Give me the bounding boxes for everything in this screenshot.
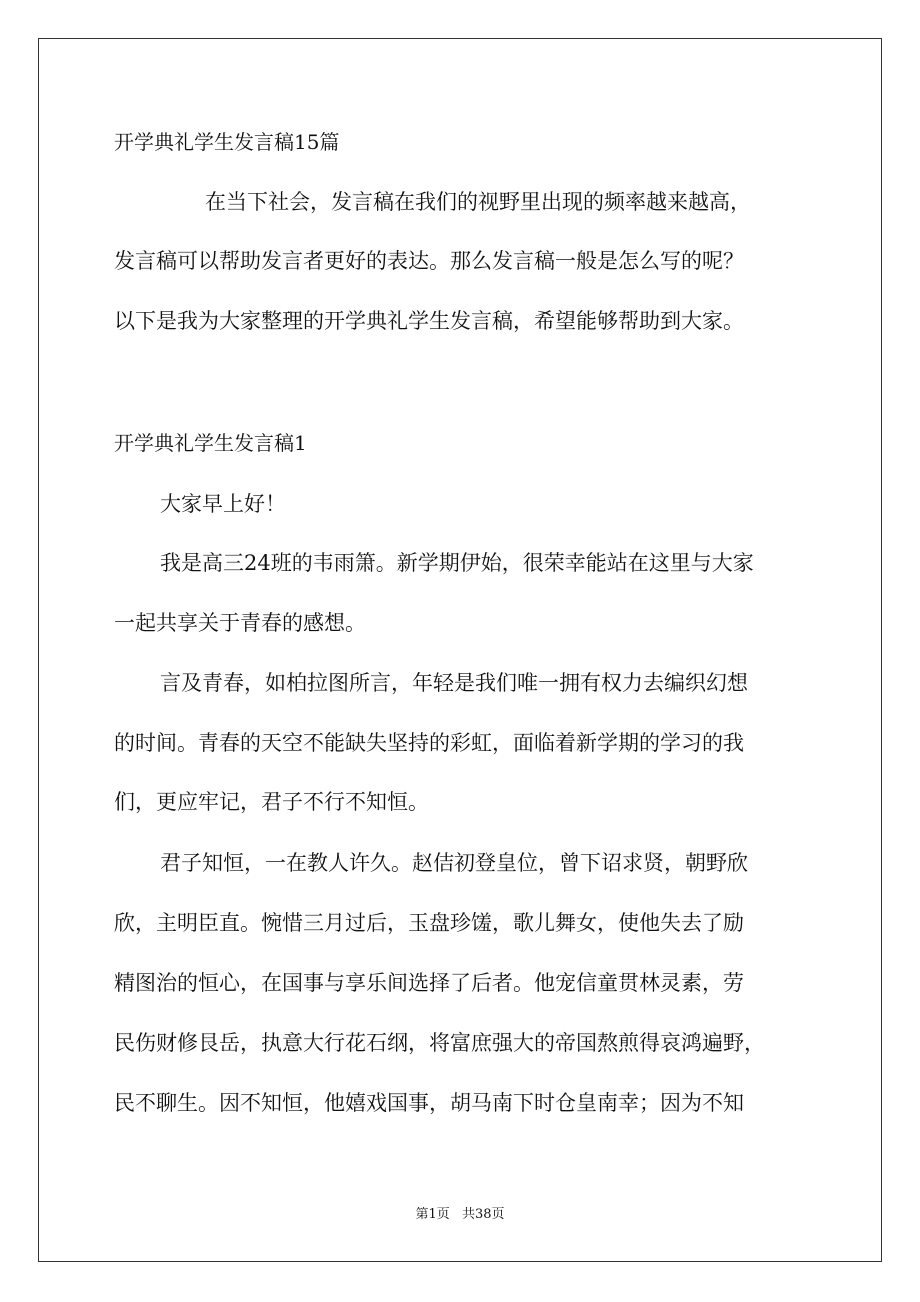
document-title: 开学典礼学生发言稿15篇 — [114, 130, 340, 154]
para2-line-2: 的时间。青春的天空不能缺失坚持的彩虹，面临着新学期的学习的我 — [114, 731, 744, 755]
para1-line-1: 我是高三24班的韦雨箫。新学期伊始，很荣幸能站在这里与大家 — [160, 551, 754, 575]
page-total: 共38页 — [461, 1207, 505, 1222]
para3-line-1: 君子知恒，一在教人许久。赵佶初登皇位，曾下诏求贤，朝野欣 — [160, 851, 748, 875]
para2-line-1: 言及青春，如柏拉图所言，年轻是我们唯一拥有权力去编织幻想 — [160, 671, 748, 695]
para3-line-5: 民不聊生。因不知恒，他嬉戏国事，胡马南下时仓皇南幸；因为不知 — [114, 1091, 744, 1115]
intro-line-2: 发言稿可以帮助发言者更好的表达。那么发言稿一般是怎么写的呢？ — [114, 249, 744, 273]
section-title: 开学典礼学生发言稿1 — [114, 431, 307, 455]
intro-line-1: 在当下社会，发言稿在我们的视野里出现的频率越来越高， — [205, 190, 751, 214]
page-number: 第1页 — [415, 1207, 450, 1222]
page-border — [38, 38, 882, 1262]
para1-line-2: 一起共享关于青春的感想。 — [114, 611, 366, 635]
greeting-line: 大家早上好！ — [160, 492, 286, 516]
para3-line-4: 民伤财修艮岳，执意大行花石纲，将富庶强大的帝国熬煎得哀鸿遍野， — [114, 1031, 765, 1055]
para2-line-3: 们，更应牢记，君子不行不知恒。 — [114, 790, 429, 814]
para3-line-2: 欣，主明臣直。惋惜三月过后，玉盘珍馐，歌儿舞女，使他失去了励 — [114, 911, 744, 935]
para3-line-3: 精图治的恒心，在国事与享乐间选择了后者。他宠信童贯林灵素，劳 — [114, 971, 744, 995]
page-footer — [0, 1206, 920, 1224]
intro-line-3: 以下是我为大家整理的开学典礼学生发言稿，希望能够帮助到大家。 — [114, 309, 744, 333]
